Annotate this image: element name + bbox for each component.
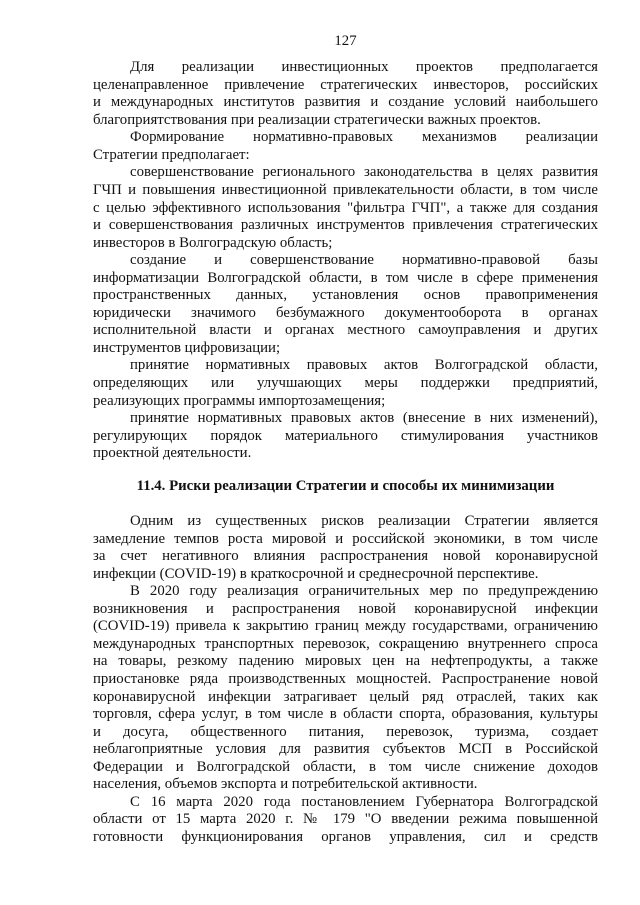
text-line: ГЧП и повышения инвестиционной привлекательности области, в том числе	[93, 182, 598, 199]
text-line: совершенствование регионального законодательства в целях развития	[130, 164, 598, 181]
paragraph	[93, 583, 598, 794]
text-line: инвесторов в Волгоградскую область;	[93, 234, 333, 251]
text-line: инструментов цифровизации;	[93, 339, 281, 356]
text-line: создание и совершенствование нормативно-правовой базы	[130, 252, 598, 269]
text-line: информатизации Волгоградской области, в том числе в сфере применения	[93, 269, 598, 286]
text-line: и совершенствования различных инструментов привлечения стратегических	[93, 217, 598, 234]
text-line: с целью эффективного использования "фильтра ГЧП", а также для создания	[93, 199, 598, 216]
text-line: целенаправленное привлечение стратегических инвесторов, российских	[93, 76, 598, 93]
paragraph	[93, 164, 598, 252]
text-line: реализующих программы импортозамещения;	[93, 392, 386, 409]
text-line: принятие нормативных правовых актов Волгоградской области,	[130, 357, 598, 374]
text-line: замедление темпов роста мировой и российской экономики, в том числе	[93, 530, 598, 547]
text-line: (COVID-19) привела к закрытию границ между государствами, ограничению	[93, 618, 598, 635]
text-line: приостановке ряда производственных мощностей. Распространение новой	[93, 670, 598, 687]
text-line: исполнительной власти и органах местного самоуправления и других	[93, 322, 598, 339]
text-line: Стратегии предполагает:	[93, 146, 250, 163]
text-line: международных транспортных перевозок, сокращению внутреннего спроса	[93, 635, 598, 652]
text-line: проектной деятельности.	[93, 445, 252, 462]
paragraph	[93, 410, 598, 463]
text-line: инфекции (COVID-19) в краткосрочной и среднесрочной перспективе.	[93, 565, 539, 582]
text-line: коронавирусной инфекции затрагивает целый ряд отраслей, таких как	[93, 688, 598, 705]
text-line: готовности функционирования органов управления, сил и средств	[93, 828, 598, 845]
text-line: и международных институтов развития и создание условий наибольшего	[93, 94, 598, 111]
paragraph	[93, 129, 598, 164]
page-number: 127	[334, 33, 357, 49]
paragraph	[93, 794, 598, 847]
text-line: пространственных данных, установления основ правоприменения	[93, 287, 598, 304]
text-line: населения, объемов экспорта и потребительской активности.	[93, 776, 478, 793]
text-line: принятие нормативных правовых актов (внесение в них изменений),	[130, 410, 598, 427]
paragraph	[93, 59, 598, 129]
text-line: и досуга, общественного питания, перевозок, туризма, создает	[93, 723, 598, 740]
text-line: неблагоприятные условия для развития субъектов МСП в Российской	[93, 741, 598, 758]
text-line: за счет негативного влияния распространения новой коронавирусной	[93, 548, 598, 565]
text-line: Формирование нормативно-правовых механизмов реализации	[130, 129, 598, 146]
text-line: торговля, сфера услуг, в том числе в области спорта, образования, культуры	[93, 706, 598, 723]
text-line: регулирующих порядок материального стимулирования участников	[93, 427, 598, 444]
text-line: Одним из существенных рисков реализации Стратегии является	[130, 513, 598, 530]
section-heading: 11.4. Риски реализации Стратегии и способы их минимизации	[136, 478, 555, 495]
text-line: благоприятствования при реализации стратегически важных проектов.	[93, 111, 541, 128]
text-line: В 2020 году реализация ограничительных мер по предупреждению	[130, 583, 598, 600]
paragraph	[93, 252, 598, 357]
text-line: С 16 марта 2020 года постановлением Губернатора Волгоградской	[130, 793, 598, 810]
text-line: Для реализации инвестиционных проектов предполагается	[130, 59, 598, 76]
risks-section-text	[93, 513, 598, 846]
text-line: области от 15 марта 2020 г. № 179 "О введении режима повышенной	[93, 811, 598, 828]
paragraph	[93, 513, 598, 583]
text-line: юридически значимого безбумажного документооборота в органах	[93, 304, 598, 321]
body-text	[93, 59, 598, 846]
text-line: на товары, резкому падению мировых цен на нефтепродукты, а также	[93, 653, 598, 670]
text-line: определяющих или улучшающих меры поддержки предприятий,	[93, 375, 598, 392]
text-line: Федерации и Волгоградской области, в том числе снижение доходов	[93, 758, 598, 775]
paragraph	[93, 357, 598, 410]
strategy-section-text	[93, 59, 598, 463]
text-line: возникновения и распространения новой коронавирусной инфекции	[93, 600, 598, 617]
